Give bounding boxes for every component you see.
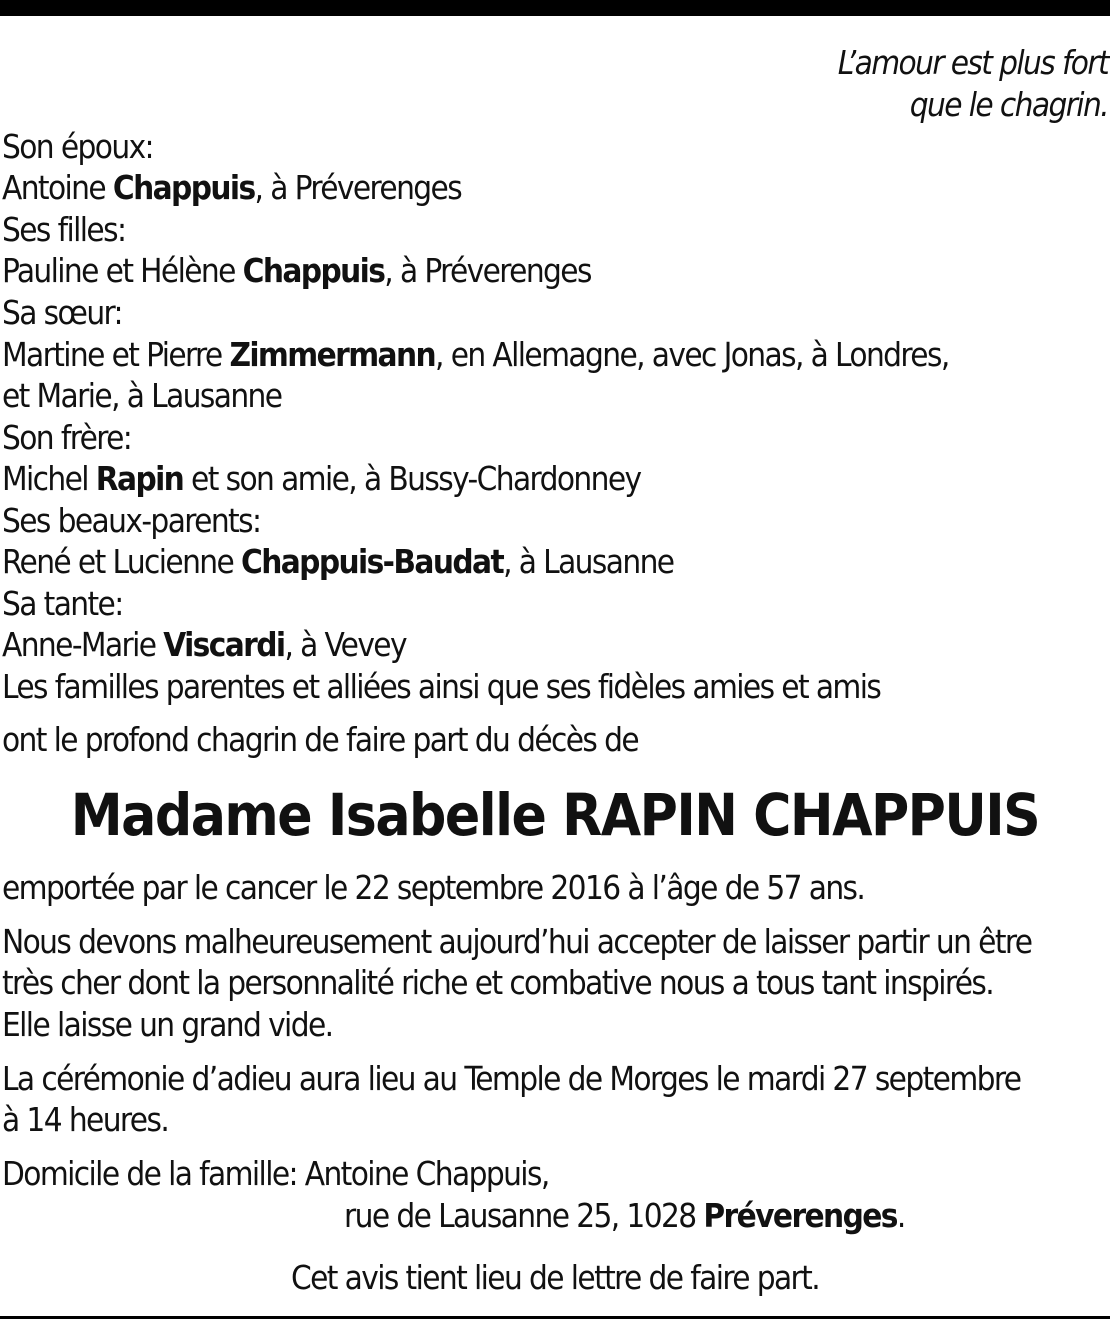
entry-text: , à Préverenges [254,168,462,207]
deceased-name: Madame Isabelle RAPIN CHAPPUIS [70,781,1040,849]
domicile-line-1: Domicile de la famille: Antoine Chappuis, [2,1154,549,1193]
family-label-spouse: Son époux: [2,127,153,166]
motto-line-1: L’amour est plus fort [837,43,1108,82]
entry-text: , à Préverenges [384,251,591,290]
entry-text: René et Lucienne [2,542,242,581]
entry-text: Pauline et Hélène [2,251,243,290]
death-line: emportée par le cancer le 22 septembre 2016 à l’âge de 57 ans. [2,868,865,907]
address-text: rue de Lausanne 25, 1028 [344,1196,704,1235]
top-rule [0,0,1110,16]
family-label-parents-in-law: Ses beaux-parents: [2,501,261,540]
family-entry-brother [2,458,640,499]
family-name: Chappuis [112,168,255,207]
family-entry-parents-in-law [2,541,673,582]
family-name: Zimmermann [229,335,436,374]
tribute-line-3: Elle laisse un grand vide. [2,1005,333,1044]
family-label-sister: Sa sœur: [2,293,122,332]
family-label-aunt: Sa tante: [2,584,123,623]
bottom-rule [0,1316,1110,1319]
family-entry-aunt [2,624,406,665]
family-name: Chappuis-Baudat [241,542,504,581]
ceremony-line-1: La cérémonie d’adieu aura lieu au Temple de Morges le mardi 27 septembre [2,1059,1021,1098]
family-entry-sister-continuation: et Marie, à Lausanne [2,376,282,415]
family-label-brother: Son frère: [2,418,132,457]
tribute-line-1: Nous devons malheureusement aujourd’hui accepter de laisser partir un être [2,922,1032,961]
families-line: Les familles parentes et alliées ainsi que ses fidèles amies et amis [2,667,881,706]
entry-text: Antoine [2,168,113,207]
entry-text: , en Allemagne, avec Jonas, à Londres, [435,335,949,374]
family-label-daughters: Ses filles: [2,210,126,249]
entry-text: Anne-Marie [2,625,164,664]
entry-text: , à Vevey [284,625,406,664]
family-name: Chappuis [242,251,385,290]
family-name: Viscardi [163,625,285,664]
domicile-line-2 [344,1195,905,1236]
family-name: Rapin [95,459,184,498]
motto-line-2: que le chagrin. [909,85,1108,124]
family-entry-spouse [2,167,461,208]
address-punctuation: . [896,1196,905,1235]
entry-text: Martine et Pierre [2,335,230,374]
announcement-line: ont le profond chagrin de faire part du décès de [2,720,639,759]
entry-text: Michel [2,459,96,498]
family-entry-daughters [2,250,591,291]
closing-line: Cet avis tient lieu de lettre de faire part. [290,1258,820,1297]
family-entry-sister [2,334,949,375]
address-town: Préverenges [703,1196,897,1235]
tribute-line-2: très cher dont la personnalité riche et combative nous a tous tant inspirés. [2,963,994,1002]
entry-text: et son amie, à Bussy-Chardonney [183,459,641,498]
entry-text: , à Lausanne [503,542,674,581]
ceremony-line-2: à 14 heures. [2,1100,169,1139]
